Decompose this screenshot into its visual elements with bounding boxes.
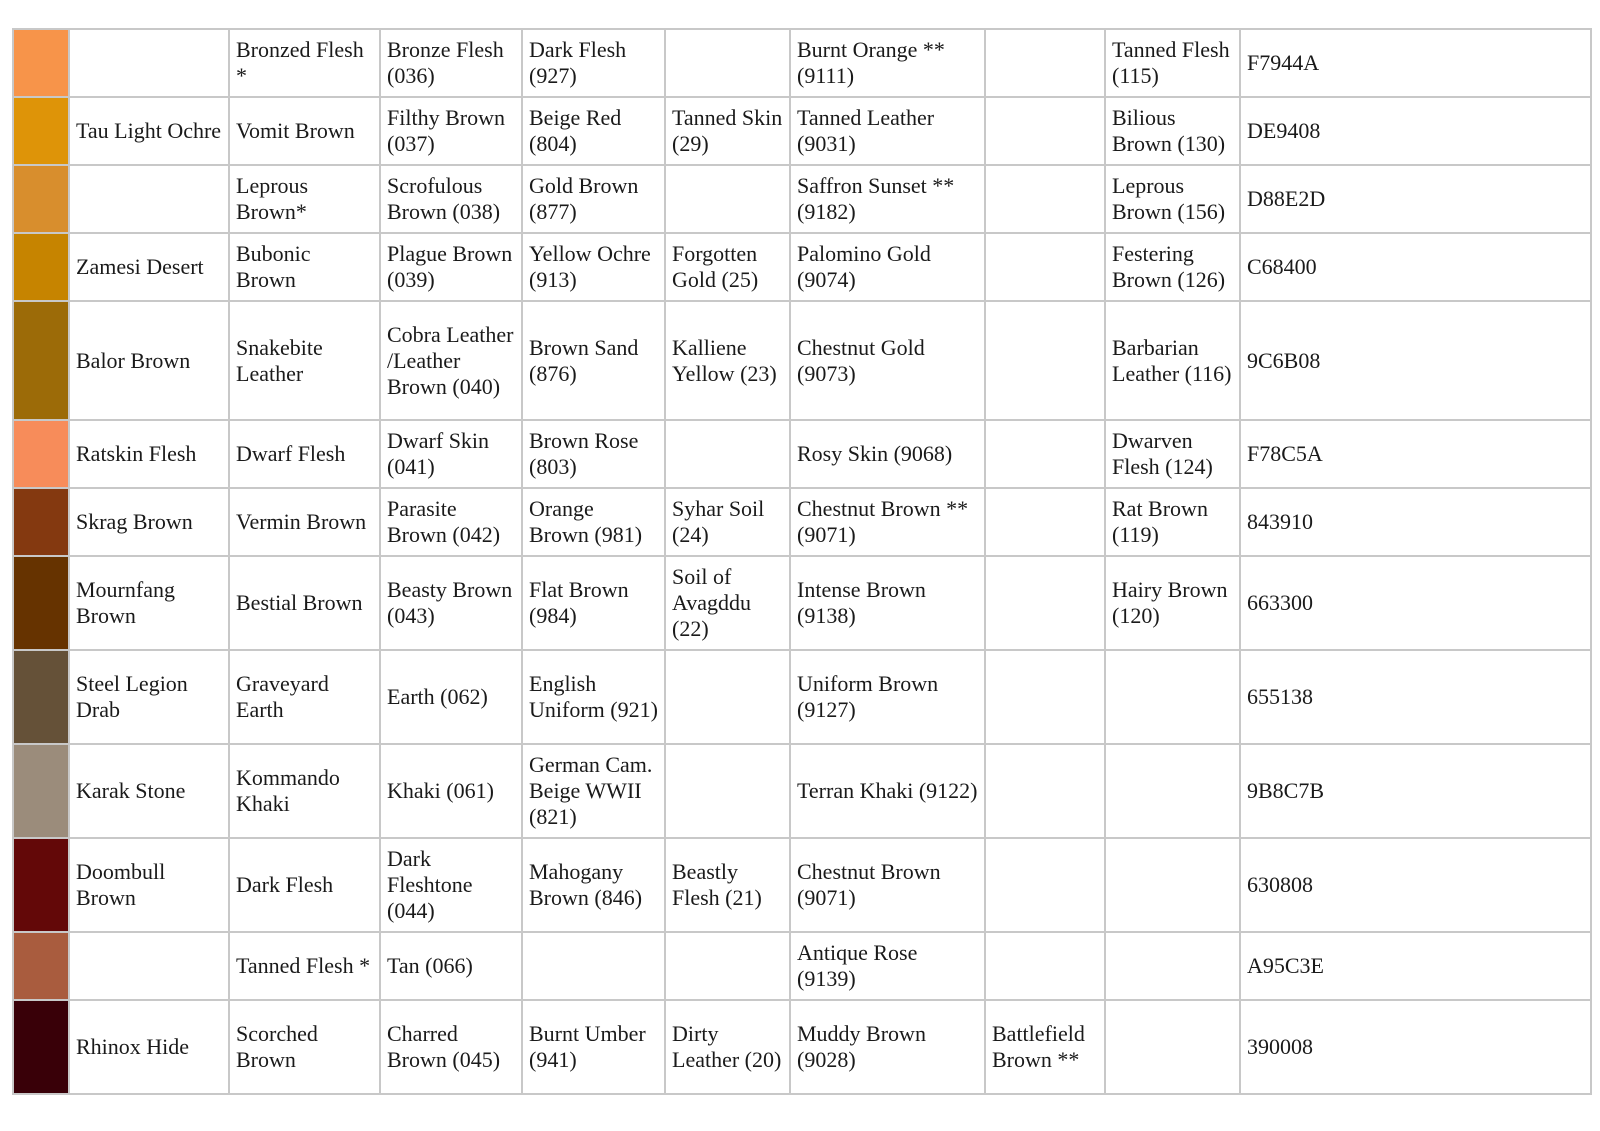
table-row [13,488,1591,556]
foundry-paint-cell: Barbarian Leather (116) [1105,301,1240,420]
reaper-master-series-cell: Muddy Brown (9028) [790,1000,985,1094]
reaper-master-series-cell: Rosy Skin (9068) [790,420,985,488]
coat-d-arms-cell [665,165,790,233]
modern-citadel-name-cell: Balor Brown [69,301,229,420]
reaper-master-series-cell: Tanned Leather (9031) [790,97,985,165]
color-swatch-cell [13,932,69,1000]
reaper-master-series-cell: Palomino Gold (9074) [790,233,985,301]
p3-formula-cell [985,744,1105,838]
color-swatch-cell [13,556,69,650]
hex-code-cell: 9B8C7B [1240,744,1591,838]
coat-d-arms-cell [665,650,790,744]
color-swatch-cell [13,29,69,97]
classic-citadel-name-cell: Bronzed Flesh * [229,29,380,97]
foundry-paint-cell: Hairy Brown (120) [1105,556,1240,650]
coat-d-arms-cell: Soil of Avagddu (22) [665,556,790,650]
vallejo-model-color-cell: Yellow Ochre (913) [522,233,665,301]
color-swatch-cell [13,650,69,744]
vallejo-game-color-cell: Charred Brown (045) [380,1000,522,1094]
color-swatch-cell [13,165,69,233]
table-row [13,838,1591,932]
vallejo-model-color-cell: Burnt Umber (941) [522,1000,665,1094]
coat-d-arms-cell [665,744,790,838]
vallejo-game-color-cell: Plague Brown (039) [380,233,522,301]
modern-citadel-name-cell: Doombull Brown [69,838,229,932]
p3-formula-cell [985,301,1105,420]
paint-conversion-table [12,28,1592,1095]
reaper-master-series-cell: Uniform Brown (9127) [790,650,985,744]
color-swatch-cell [13,744,69,838]
vallejo-game-color-cell: Scrofulous Brown (038) [380,165,522,233]
vallejo-model-color-cell: Flat Brown (984) [522,556,665,650]
p3-formula-cell [985,29,1105,97]
vallejo-model-color-cell: Brown Rose (803) [522,420,665,488]
hex-code-cell: D88E2D [1240,165,1591,233]
classic-citadel-name-cell: Scorched Brown [229,1000,380,1094]
modern-citadel-name-cell: Rhinox Hide [69,1000,229,1094]
classic-citadel-name-cell: Leprous Brown* [229,165,380,233]
reaper-master-series-cell: Burnt Orange ** (9111) [790,29,985,97]
vallejo-model-color-cell [522,932,665,1000]
foundry-paint-cell: Dwarven Flesh (124) [1105,420,1240,488]
foundry-paint-cell [1105,932,1240,1000]
color-swatch-cell [13,1000,69,1094]
color-swatch [14,1001,68,1093]
classic-citadel-name-cell: Bestial Brown [229,556,380,650]
foundry-paint-cell: Rat Brown (119) [1105,488,1240,556]
color-swatch-cell [13,488,69,556]
p3-formula-cell [985,932,1105,1000]
table-row [13,97,1591,165]
vallejo-game-color-cell: Filthy Brown (037) [380,97,522,165]
p3-formula-cell: Battlefield Brown ** [985,1000,1105,1094]
color-swatch-cell [13,420,69,488]
hex-code-cell: 630808 [1240,838,1591,932]
color-swatch [14,745,68,837]
reaper-master-series-cell: Chestnut Brown (9071) [790,838,985,932]
color-swatch [14,98,68,164]
coat-d-arms-cell: Beastly Flesh (21) [665,838,790,932]
color-swatch [14,489,68,555]
vallejo-game-color-cell: Earth (062) [380,650,522,744]
hex-code-cell: F78C5A [1240,420,1591,488]
modern-citadel-name-cell: Steel Legion Drab [69,650,229,744]
coat-d-arms-cell: Dirty Leather (20) [665,1000,790,1094]
hex-code-cell: A95C3E [1240,932,1591,1000]
modern-citadel-name-cell: Karak Stone [69,744,229,838]
foundry-paint-cell [1105,744,1240,838]
color-swatch [14,166,68,232]
foundry-paint-cell [1105,650,1240,744]
foundry-paint-cell: Bilious Brown (130) [1105,97,1240,165]
modern-citadel-name-cell: Tau Light Ochre [69,97,229,165]
reaper-master-series-cell: Antique Rose (9139) [790,932,985,1000]
vallejo-game-color-cell: Cobra Leather /Leather Brown (040) [380,301,522,420]
p3-formula-cell [985,97,1105,165]
classic-citadel-name-cell: Vomit Brown [229,97,380,165]
p3-formula-cell [985,556,1105,650]
classic-citadel-name-cell: Graveyard Earth [229,650,380,744]
vallejo-model-color-cell: English Uniform (921) [522,650,665,744]
vallejo-model-color-cell: Brown Sand (876) [522,301,665,420]
modern-citadel-name-cell: Ratskin Flesh [69,420,229,488]
coat-d-arms-cell: Syhar Soil (24) [665,488,790,556]
vallejo-model-color-cell: Mahogany Brown (846) [522,838,665,932]
coat-d-arms-cell [665,420,790,488]
vallejo-game-color-cell: Dwarf Skin (041) [380,420,522,488]
classic-citadel-name-cell: Snakebite Leather [229,301,380,420]
p3-formula-cell [985,233,1105,301]
vallejo-model-color-cell: Gold Brown (877) [522,165,665,233]
foundry-paint-cell [1105,1000,1240,1094]
table-row [13,744,1591,838]
modern-citadel-name-cell [69,932,229,1000]
vallejo-game-color-cell: Khaki (061) [380,744,522,838]
foundry-paint-cell: Tanned Flesh (115) [1105,29,1240,97]
modern-citadel-name-cell: Zamesi Desert [69,233,229,301]
hex-code-cell: 655138 [1240,650,1591,744]
modern-citadel-name-cell: Mournfang Brown [69,556,229,650]
color-swatch-cell [13,97,69,165]
vallejo-game-color-cell: Parasite Brown (042) [380,488,522,556]
classic-citadel-name-cell: Dwarf Flesh [229,420,380,488]
hex-code-cell: 9C6B08 [1240,301,1591,420]
foundry-paint-cell [1105,838,1240,932]
coat-d-arms-cell: Forgotten Gold (25) [665,233,790,301]
vallejo-game-color-cell: Dark Fleshtone (044) [380,838,522,932]
p3-formula-cell [985,650,1105,744]
table-row [13,301,1591,420]
p3-formula-cell [985,165,1105,233]
p3-formula-cell [985,838,1105,932]
p3-formula-cell [985,420,1105,488]
hex-code-cell: DE9408 [1240,97,1591,165]
reaper-master-series-cell: Terran Khaki (9122) [790,744,985,838]
vallejo-model-color-cell: Orange Brown (981) [522,488,665,556]
modern-citadel-name-cell [69,29,229,97]
classic-citadel-name-cell: Tanned Flesh * [229,932,380,1000]
color-swatch [14,839,68,931]
coat-d-arms-cell: Tanned Skin (29) [665,97,790,165]
hex-code-cell: F7944A [1240,29,1591,97]
table-row [13,650,1591,744]
color-swatch-cell [13,838,69,932]
hex-code-cell: 663300 [1240,556,1591,650]
modern-citadel-name-cell: Skrag Brown [69,488,229,556]
table-row [13,420,1591,488]
table-row [13,29,1591,97]
coat-d-arms-cell: Kalliene Yellow (23) [665,301,790,420]
classic-citadel-name-cell: Kommando Khaki [229,744,380,838]
coat-d-arms-cell [665,29,790,97]
color-swatch-cell [13,301,69,420]
reaper-master-series-cell: Intense Brown (9138) [790,556,985,650]
color-swatch-cell [13,233,69,301]
modern-citadel-name-cell [69,165,229,233]
color-swatch [14,234,68,300]
color-swatch [14,651,68,743]
table-row [13,233,1591,301]
table-row [13,1000,1591,1094]
classic-citadel-name-cell: Bubonic Brown [229,233,380,301]
vallejo-game-color-cell: Beasty Brown (043) [380,556,522,650]
table-row [13,556,1591,650]
hex-code-cell: C68400 [1240,233,1591,301]
vallejo-model-color-cell: German Cam. Beige WWII (821) [522,744,665,838]
color-swatch [14,302,68,419]
vallejo-model-color-cell: Dark Flesh (927) [522,29,665,97]
vallejo-game-color-cell: Tan (066) [380,932,522,1000]
table-row [13,165,1591,233]
hex-code-cell: 843910 [1240,488,1591,556]
reaper-master-series-cell: Chestnut Brown ** (9071) [790,488,985,556]
classic-citadel-name-cell: Vermin Brown [229,488,380,556]
coat-d-arms-cell [665,932,790,1000]
color-swatch [14,30,68,96]
vallejo-model-color-cell: Beige Red (804) [522,97,665,165]
table-row [13,932,1591,1000]
p3-formula-cell [985,488,1105,556]
foundry-paint-cell: Leprous Brown (156) [1105,165,1240,233]
classic-citadel-name-cell: Dark Flesh [229,838,380,932]
color-swatch [14,421,68,487]
color-swatch [14,933,68,999]
reaper-master-series-cell: Saffron Sunset ** (9182) [790,165,985,233]
foundry-paint-cell: Festering Brown (126) [1105,233,1240,301]
vallejo-game-color-cell: Bronze Flesh (036) [380,29,522,97]
reaper-master-series-cell: Chestnut Gold (9073) [790,301,985,420]
hex-code-cell: 390008 [1240,1000,1591,1094]
color-swatch [14,557,68,649]
